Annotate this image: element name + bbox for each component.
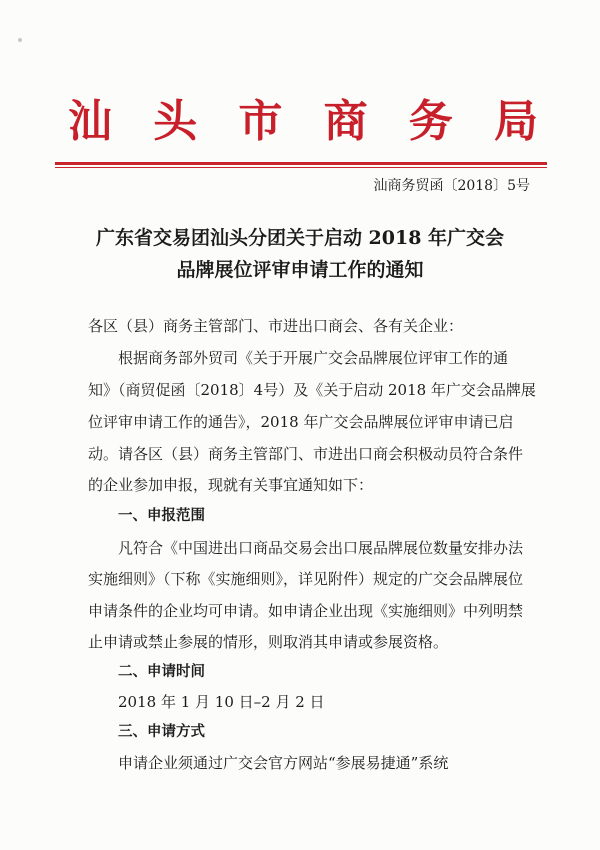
body-line: 2018 年 1 月 10 日–2 月 2 日 xyxy=(118,693,325,711)
letterhead-char: 局 xyxy=(493,96,538,147)
letterhead-char: 商 xyxy=(323,96,368,147)
body-line: 知》（商贸促函〔2018〕4号）及《关于启动 2018 年广交会品牌展 xyxy=(88,381,536,399)
letterhead-char: 市 xyxy=(238,96,283,147)
letterhead-rule-thick xyxy=(55,162,547,165)
body-line: 实施细则》（下称《实施细则》，详见附件）规定的广交会品牌展位 xyxy=(88,570,524,588)
title-line: 广东省交易团汕头分团关于启动 2018 年广交会 xyxy=(95,227,505,249)
letterhead-rule-thin xyxy=(55,167,547,168)
addressee: 各区（县）商务主管部门、市进出口商会、各有关企业： xyxy=(88,317,464,335)
body-line: 止申请或禁止参展的情形，则取消其申请或参展资格。 xyxy=(88,633,449,651)
scan-speck xyxy=(18,38,22,42)
agency-letterhead xyxy=(68,92,538,152)
section-heading: 二、申请时间 xyxy=(118,664,205,680)
section-heading: 一、申报范围 xyxy=(118,508,205,524)
document-title xyxy=(60,222,540,286)
body-line: 的企业参加申报，现就有关事宜通知如下： xyxy=(88,476,374,494)
document-number: 汕商务贸函〔2018〕5号 xyxy=(373,178,530,194)
title-line: 品牌展位评审申请工作的通知 xyxy=(176,259,424,281)
body-line: 位评审申请工作的通告》，2018 年广交会品牌展位评审申请已启 xyxy=(88,413,514,431)
section-heading: 三、申请方式 xyxy=(118,724,205,740)
letterhead-char: 头 xyxy=(153,96,198,147)
body-line: 申请条件的企业均可申请。如申请企业出现《实施细则》中列明禁 xyxy=(88,602,524,620)
letterhead-char: 汕 xyxy=(68,96,112,147)
body-line: 申请企业须通过广交会官方网站“参展易捷通”系统 xyxy=(118,754,449,772)
letterhead-char: 务 xyxy=(408,96,453,147)
body-line: 根据商务部外贸司《关于开展广交会品牌展位评审工作的通 xyxy=(118,349,509,367)
body-line: 凡符合《中国进出口商品交易会出口展品牌展位数量安排办法 xyxy=(118,539,524,557)
body-line: 动。请各区（县）商务主管部门、市进出口商会积极动员符合条件 xyxy=(88,445,524,463)
